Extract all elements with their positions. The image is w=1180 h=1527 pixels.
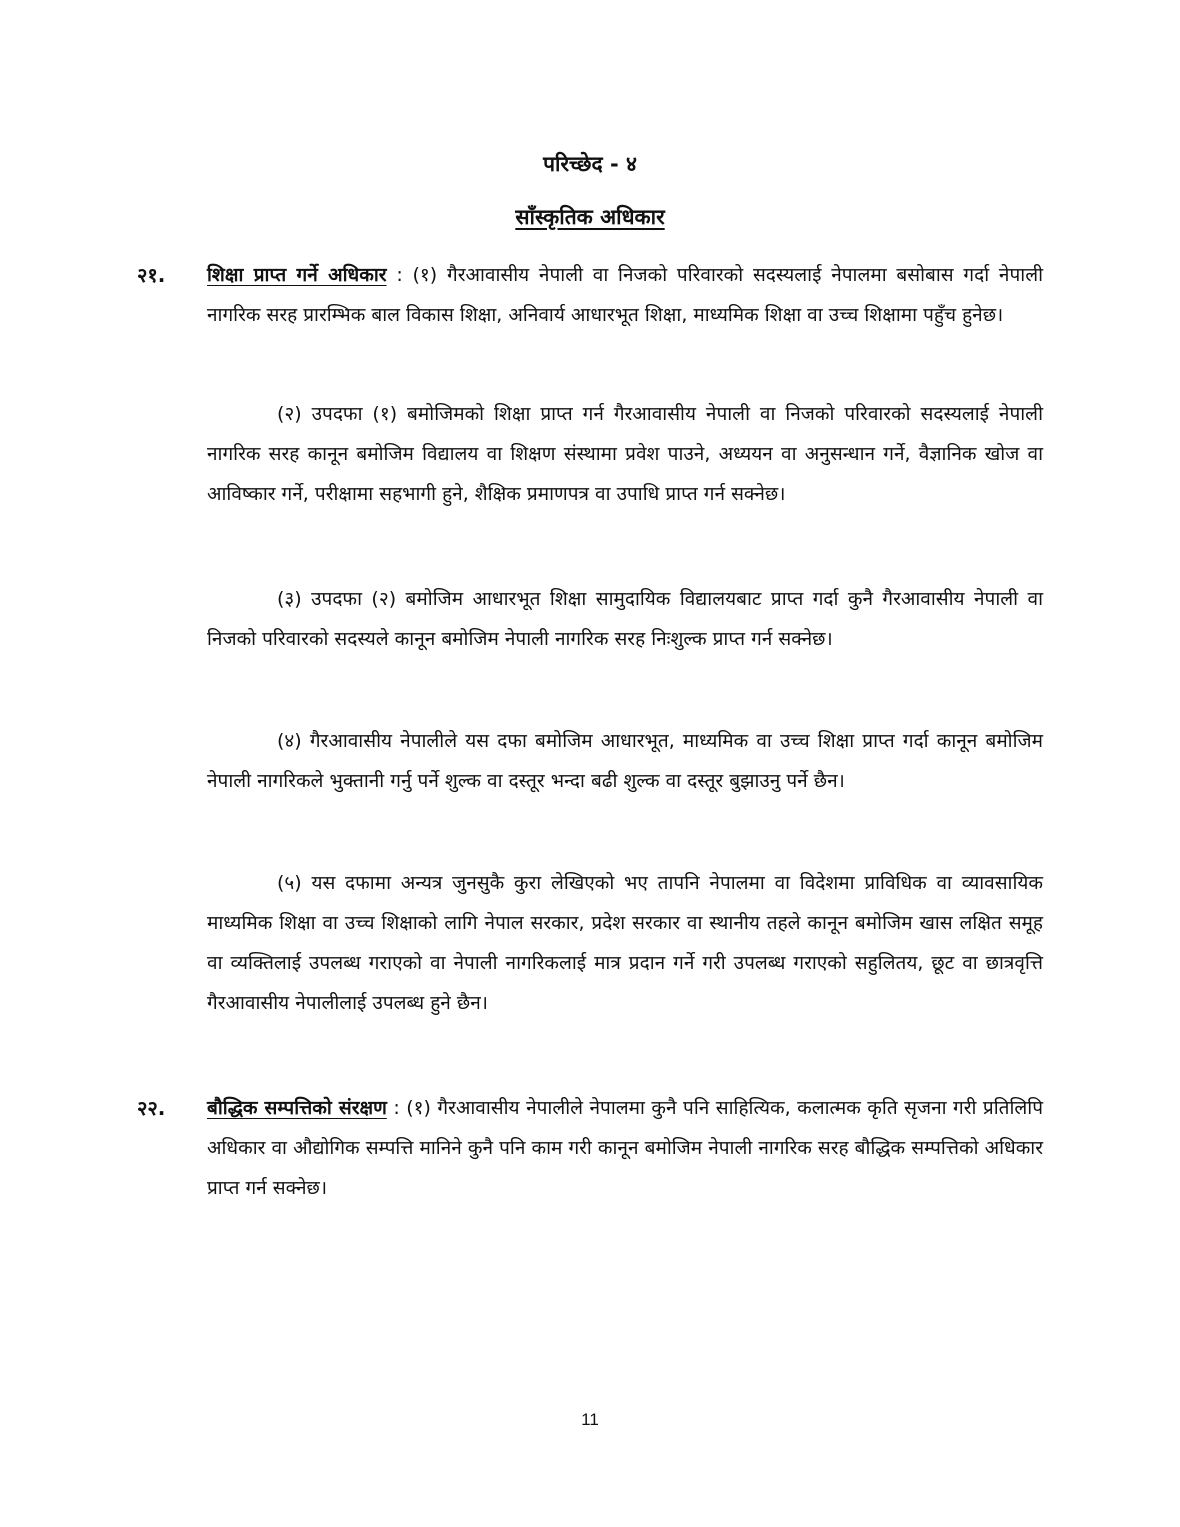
section-text: : (१) गैरआवासीय नेपालीले नेपालमा कुनै पनि साहित्यिक, कलात्मक कृति सृजना गरी प्रतिलिपि अधिकार वा औद्योगिक सम्पत्ति मानिने कुनै पनि काम गरी कानून बमोजिम नेपाली नागरिक सरह बौद्धिक सम्पत्तिको अधिकार प्राप्त गर्न सक्नेछ। xyxy=(207,1097,1043,1199)
section-heading: बौद्धिक सम्पत्तिको संरक्षण xyxy=(207,1097,387,1119)
subclause-paragraph: (२) उपदफा (१) बमोजिमको शिक्षा प्राप्त गर्न गैरआवासीय नेपाली वा निजको परिवारको सदस्यलाई नेपाली नागरिक सरह कानून बमोजिम विद्यालय वा शिक्षण संस्थामा प्रवेश पाउने, अध्ययन वा अनुसन्धान गर्ने, वैज्ञानिक खोज वा आविष्कार गर्ने, परीक्षामा सहभागी हुने, शैक्षिक प्रमाणपत्र वा उपाधि प्राप्त गर्न सक्नेछ। xyxy=(207,403,1043,505)
subclause-paragraph: (५) यस दफामा अन्यत्र जुनसुकै कुरा लेखिएको भए तापनि नेपालमा वा विदेशमा प्राविधिक वा व्यावसायिक माध्यमिक शिक्षा वा उच्च शिक्षाको लागि नेपाल सरकार, प्रदेश सरकार वा स्थानीय तहले कानून बमोजिम खास लक्षित समूह वा व्यक्तिलाई उपलब्ध गराएको वा नेपाली नागरिकलाई मात्र प्रदान गर्ने गरी उपलब्ध गराएको सहुलितय, छूट वा छात्रवृत्ति गैरआवासीय नेपालीलाई उपलब्ध हुने छैन। xyxy=(207,872,1043,1014)
section-number: २२. xyxy=(137,1096,166,1120)
chapter-title: साँस्कृतिक अधिकार xyxy=(515,205,665,229)
section-paragraph xyxy=(207,255,1043,335)
page-number: 11 xyxy=(581,1410,599,1429)
section-number: २१. xyxy=(137,263,166,287)
section-paragraph xyxy=(207,1088,1043,1208)
chapter-heading: परिच्छेद - ४ xyxy=(543,152,637,176)
section-heading: शिक्षा प्राप्त गर्ने अधिकार xyxy=(207,264,387,286)
subclause-paragraph: (३) उपदफा (२) बमोजिम आधारभूत शिक्षा सामुदायिक विद्यालयबाट प्राप्त गर्दा कुनै गैरआवासीय नेपाली वा निजको परिवारको सदस्यले कानून बमोजिम नेपाली नागरिक सरह निःशुल्क प्राप्त गर्न सक्नेछ। xyxy=(207,588,1043,650)
subclause-paragraph: (४) गैरआवासीय नेपालीले यस दफा बमोजिम आधारभूत, माध्यमिक वा उच्च शिक्षा प्राप्त गर्दा कानून बमोजिम नेपाली नागरिकले भुक्तानी गर्नु पर्ने शुल्क वा दस्तूर भन्दा बढी शुल्क वा दस्तूर बुझाउनु पर्ने छैन। xyxy=(207,730,1043,792)
section-text: : (१) गैरआवासीय नेपाली वा निजको परिवारको सदस्यलाई नेपालमा बसोबास गर्दा नेपाली नागरिक सरह प्रारम्भिक बाल विकास शिक्षा, अनिवार्य आधारभूत शिक्षा, माध्यमिक शिक्षा वा उच्च शिक्षामा पहुँच हुनेछ। xyxy=(207,264,1043,326)
